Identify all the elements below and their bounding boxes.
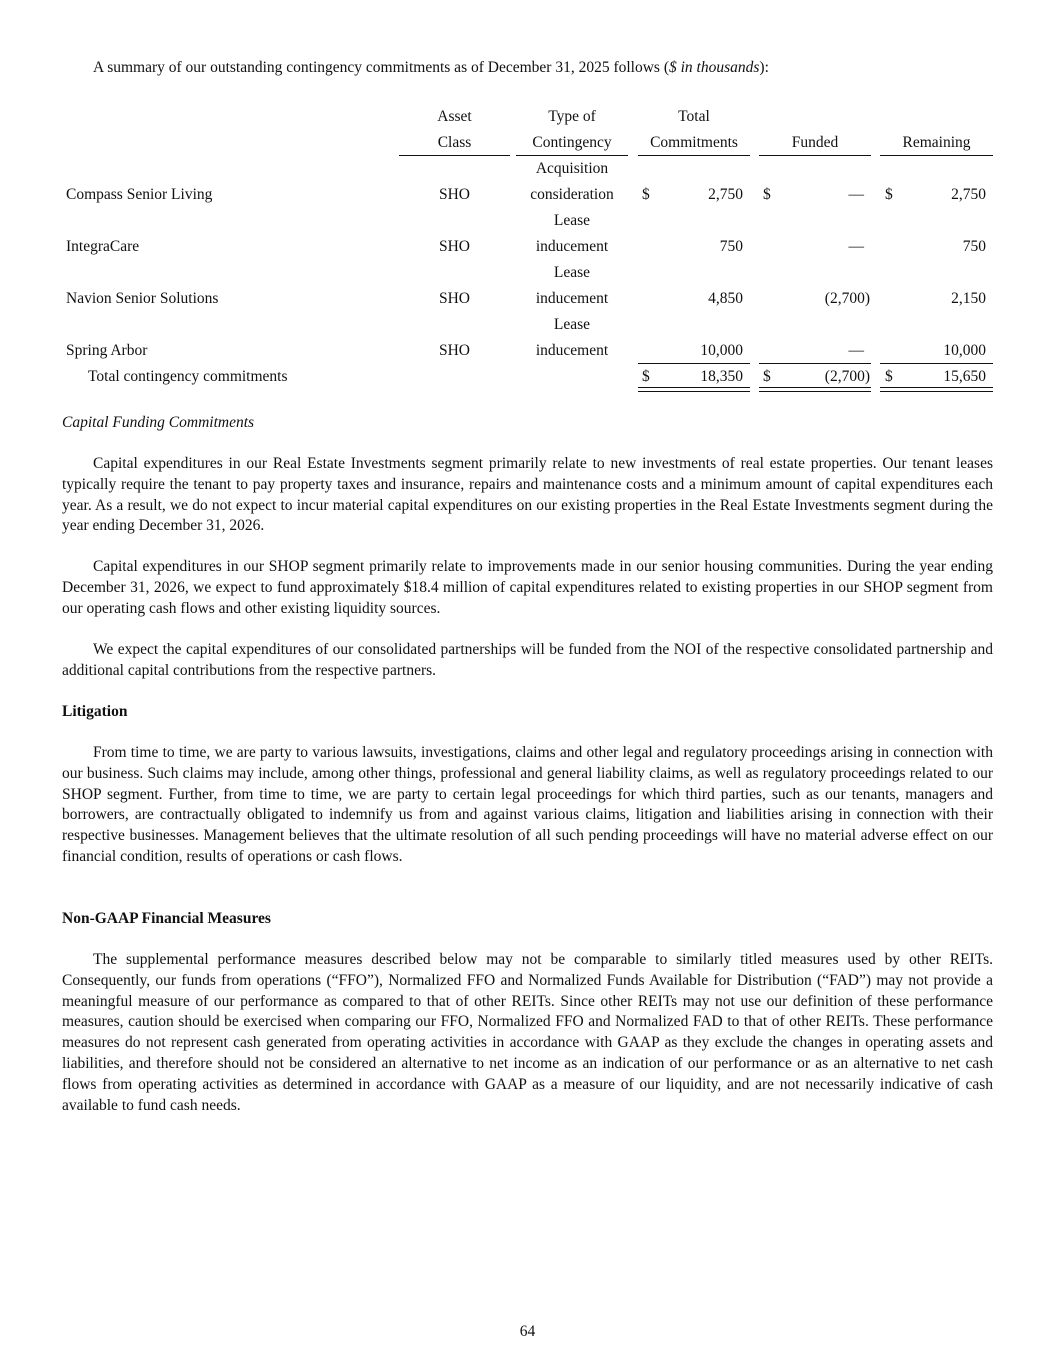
header-type-line2: Contingency xyxy=(532,134,612,151)
header-type-line1: Type of xyxy=(548,108,596,125)
capital-funding-paragraph-1: Capital expenditures in our Real Estate Investments segment primarily relate to new investments of real estate properties. Our tenant leases typically require the tenant to pay property taxes and insurance, repairs and maintenance costs and a minimum amount of capital expenditures each year. As a result, we do not expect to incur material capital expenditures on our existing properties in the Real Estate Investments segment during the year ending December 31, 2026. xyxy=(62,455,993,535)
intro-text-end: ): xyxy=(759,59,769,76)
capital-funding-paragraph-3: We expect the capital expenditures of our consolidated partnerships will be funded from the NOI of the respective consolidated partnership and additional capital contributions from the respective partners. xyxy=(62,641,993,679)
currency-symbol: $ xyxy=(763,186,771,203)
currency-symbol: $ xyxy=(642,368,650,385)
row-funded: — xyxy=(848,238,864,255)
row-asset-class: SHO xyxy=(438,342,470,359)
row-type-line2: consideration xyxy=(530,186,614,203)
header-total-line2: Commitments xyxy=(650,134,738,151)
total-row-remaining: 15,650 xyxy=(943,368,986,385)
header-total-line1: Total xyxy=(678,108,710,125)
currency-symbol: $ xyxy=(885,186,893,203)
row-remaining: 2,150 xyxy=(951,290,986,307)
row-type-line1: Lease xyxy=(553,264,591,281)
row-remaining: 10,000 xyxy=(943,342,986,359)
total-row-funded: (2,700) xyxy=(824,368,870,385)
header-funded: Funded xyxy=(791,134,839,151)
row-name: IntegraCare xyxy=(66,238,140,255)
row-type-line1: Acquisition xyxy=(535,160,609,177)
row-type-line2: inducement xyxy=(535,342,609,359)
row-funded: — xyxy=(848,342,864,359)
total-double-rule xyxy=(759,387,871,392)
row-type-line1: Lease xyxy=(553,212,591,229)
row-remaining: 2,750 xyxy=(951,186,986,203)
total-row-label: Total contingency commitments xyxy=(88,368,288,385)
currency-symbol: $ xyxy=(642,186,650,203)
row-name: Compass Senior Living xyxy=(66,186,213,203)
row-name: Spring Arbor xyxy=(66,342,148,359)
subtotal-rule xyxy=(759,363,871,364)
total-double-rule xyxy=(638,387,750,392)
page-number: 64 xyxy=(519,1323,536,1340)
capital-funding-heading: Capital Funding Commitments xyxy=(62,414,255,431)
row-funded: (2,700) xyxy=(824,290,870,307)
subtotal-rule xyxy=(638,363,750,364)
row-total: 10,000 xyxy=(700,342,743,359)
total-row-total: 18,350 xyxy=(700,368,743,385)
header-rule xyxy=(399,155,510,156)
capital-funding-paragraph-2: Capital expenditures in our SHOP segment primarily relate to improvements made in our senior housing communities. During the year ending December 31, 2026, we expect to fund approximately $18.4 million of capital expenditures related to existing properties in our SHOP segment from our operating cash flows and other existing liquidity sources. xyxy=(62,558,993,617)
non-gaap-paragraph: The supplemental performance measures described below may not be comparable to similarly titled measures used by other REITs. Consequently, our funds from operations (“FFO”), Normalized FFO and Normalized Funds Available for Distribution (“FAD”) may not provide a meaningful measure of our performance as compared to that of other REITs. Since other REITs may not use our definition of these performance measures, caution should be exercised when comparing our FFO, Normalized FFO and Normalized FAD to that of other REITs. These performance measures do not represent cash generated from operating activities in accordance with GAAP as they exclude the changes in operating assets and liabilities, and therefore should not be considered an alternative to net income as an indication of our performance or as an alternative to net cash flows from operating activities as determined in accordance with GAAP as a measure of our liquidity, and are not necessarily indicative of cash available to fund cash needs. xyxy=(62,951,993,1114)
row-name: Navion Senior Solutions xyxy=(66,290,219,307)
header-rule xyxy=(759,155,871,156)
row-funded: — xyxy=(848,186,864,203)
row-total: 2,750 xyxy=(708,186,743,203)
intro-text: A summary of our outstanding contingency commitments as of December 31, 2025 follows ( xyxy=(93,59,669,76)
subtotal-rule xyxy=(880,363,993,364)
row-type-line2: inducement xyxy=(535,238,609,255)
non-gaap-heading: Non-GAAP Financial Measures xyxy=(62,910,271,927)
header-rule xyxy=(516,155,628,156)
row-total: 4,850 xyxy=(708,290,743,307)
row-asset-class: SHO xyxy=(438,238,470,255)
row-asset-class: SHO xyxy=(438,186,470,203)
header-asset-class-line1: Asset xyxy=(437,108,472,125)
litigation-heading: Litigation xyxy=(62,703,128,720)
header-asset-class-line2: Class xyxy=(437,134,472,151)
contingency-table xyxy=(0,0,1055,400)
litigation-paragraph: From time to time, we are party to various lawsuits, investigations, claims and other legal and regulatory proceedings arising in connection with our business. Such claims may include, among other things, professional and general liability claims, as well as regulatory proceedings related to our SHOP segment. Further, from time to time, we are party to certain legal proceedings for which third parties, such as our tenants, managers and borrowers, are contractually obligated to indemnify us from and against various claims, litigation and liabilities arising in connection with their respective businesses. Management believes that the ultimate resolution of all such pending proceedings will have no material adverse effect on our financial condition, results of operations or cash flows. xyxy=(62,744,993,865)
row-type-line2: inducement xyxy=(535,290,609,307)
header-rule xyxy=(638,155,750,156)
currency-symbol: $ xyxy=(763,368,771,385)
row-type-line1: Lease xyxy=(553,316,591,333)
row-asset-class: SHO xyxy=(438,290,470,307)
header-rule xyxy=(880,155,993,156)
currency-symbol: $ xyxy=(885,368,893,385)
intro-units: $ in thousands xyxy=(668,59,760,76)
row-remaining: 750 xyxy=(962,238,986,255)
row-total: 750 xyxy=(719,238,743,255)
total-double-rule xyxy=(880,387,993,392)
header-remaining: Remaining xyxy=(902,134,971,151)
